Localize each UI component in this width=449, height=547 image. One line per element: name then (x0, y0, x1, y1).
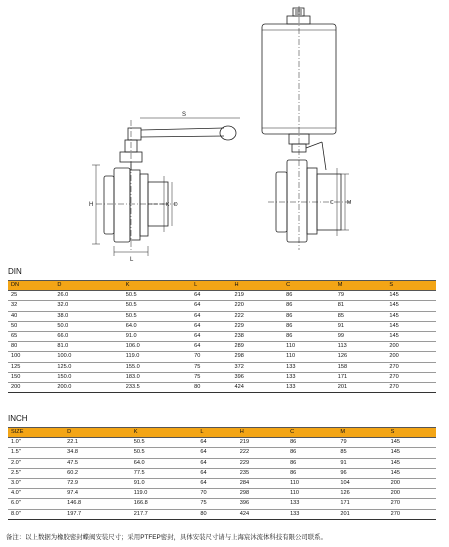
table-cell: 171 (333, 372, 385, 382)
table-cell: 72.9 (62, 478, 129, 488)
table-cell: 8.0" (8, 509, 62, 519)
table-cell: 64 (189, 331, 229, 341)
column-header-c: C (285, 428, 335, 438)
table-row (8, 489, 436, 499)
table-cell: 70 (189, 352, 229, 362)
table-cell: 97.4 (62, 489, 129, 499)
table-cell: 233.5 (121, 382, 189, 392)
dim-m-label: M (347, 200, 352, 206)
table-cell: 91.0 (121, 331, 189, 341)
inch-table-header (8, 428, 436, 438)
table-cell: 50.5 (121, 291, 189, 301)
table-cell: 86 (281, 321, 333, 331)
column-header-h: H (230, 281, 282, 291)
table-cell: 85 (333, 311, 385, 321)
table-cell: 201 (335, 509, 385, 519)
table-cell: 200 (8, 382, 52, 392)
table-cell: 166.8 (129, 499, 196, 509)
dim-l-label: L (130, 257, 134, 262)
table-cell: 81 (333, 301, 385, 311)
table-cell: 86 (285, 448, 335, 458)
column-header-s: S (386, 428, 436, 438)
table-cell: 171 (335, 499, 385, 509)
table-cell: 270 (386, 509, 436, 519)
table-cell: 85 (335, 448, 385, 458)
column-header-l: L (195, 428, 234, 438)
table-cell: 201 (333, 382, 385, 392)
column-header-s: S (384, 281, 436, 291)
table-cell: 64 (195, 438, 234, 448)
table-cell: 64 (195, 468, 234, 478)
table-cell: 40 (8, 311, 52, 321)
column-header-d: D (52, 281, 120, 291)
table-cell: 133 (285, 499, 335, 509)
table-cell: 79 (333, 291, 385, 301)
table-cell: 64.0 (121, 321, 189, 331)
table-cell: 126 (333, 352, 385, 362)
table-cell: 66.0 (52, 331, 120, 341)
table-row (8, 331, 436, 341)
table-cell: 50 (8, 321, 52, 331)
table-cell: 217.7 (129, 509, 196, 519)
footnote: 备注：以上数据为橡胶密封蝶阀安装尺寸；采用PTFEP密封，具体安装尺寸请与上海宸沐流体科技有限公司联系。 (6, 534, 327, 541)
table-cell: 145 (386, 438, 436, 448)
column-header-k: K (121, 281, 189, 291)
table-cell: 298 (230, 352, 282, 362)
table-cell: 235 (235, 468, 285, 478)
table-cell: 133 (285, 509, 335, 519)
valve-drawing (0, 0, 449, 262)
table-cell: 4.0" (8, 489, 62, 499)
actuated-valve-view (262, 6, 352, 250)
table-cell: 75 (195, 499, 234, 509)
table-cell: 229 (235, 458, 285, 468)
inch-table-body (8, 438, 436, 520)
din-table-body (8, 291, 436, 393)
table-row (8, 468, 436, 478)
table-cell: 396 (235, 499, 285, 509)
table-cell: 119.0 (121, 352, 189, 362)
table-cell: 26.0 (52, 291, 120, 301)
column-header-l: L (189, 281, 229, 291)
table-cell: 91 (335, 458, 385, 468)
table-cell: 60.2 (62, 468, 129, 478)
table-cell: 126 (335, 489, 385, 499)
table-row (8, 509, 436, 519)
table-cell: 64.0 (129, 458, 196, 468)
table-row (8, 448, 436, 458)
table-cell: 50.0 (52, 321, 120, 331)
table-cell: 284 (235, 478, 285, 488)
table-cell: 220 (230, 301, 282, 311)
table-cell: 79 (335, 438, 385, 448)
table-cell: 96 (335, 468, 385, 478)
table-cell: 106.0 (121, 342, 189, 352)
manual-valve-view (92, 118, 240, 256)
table-cell: 70 (195, 489, 234, 499)
table-row (8, 352, 436, 362)
table-cell: 145 (384, 311, 436, 321)
table-cell: 200 (384, 342, 436, 352)
table-cell: 104 (335, 478, 385, 488)
table-cell: 200 (386, 478, 436, 488)
table-cell: 424 (235, 509, 285, 519)
table-cell: 219 (235, 438, 285, 448)
table-cell: 91 (333, 321, 385, 331)
dim-k-label: K (166, 202, 170, 208)
table-cell: 47.5 (62, 458, 129, 468)
column-header-d: D (62, 428, 129, 438)
table-cell: 86 (281, 301, 333, 311)
table-cell: 3.0" (8, 478, 62, 488)
table-cell: 80 (8, 342, 52, 352)
table-cell: 133 (281, 372, 333, 382)
table-row (8, 438, 436, 448)
table-cell: 229 (230, 321, 282, 331)
dim-s-label: S (182, 112, 187, 118)
table-cell: 219 (230, 291, 282, 301)
table-cell: 238 (230, 331, 282, 341)
table-cell: 145 (386, 458, 436, 468)
table-row (8, 342, 436, 352)
table-cell: 145 (386, 448, 436, 458)
table-cell: 64 (195, 458, 234, 468)
table-cell: 289 (230, 342, 282, 352)
table-cell: 64 (189, 311, 229, 321)
table-cell: 77.5 (129, 468, 196, 478)
din-section-title: DIN (8, 267, 22, 276)
table-cell: 145 (386, 468, 436, 478)
table-row (8, 458, 436, 468)
table-cell: 270 (386, 499, 436, 509)
table-cell: 145 (384, 291, 436, 301)
din-table (8, 280, 436, 393)
table-cell: 113 (333, 342, 385, 352)
table-cell: 64 (195, 448, 234, 458)
table-row (8, 321, 436, 331)
table-cell: 133 (281, 382, 333, 392)
table-cell: 32.0 (52, 301, 120, 311)
table-cell: 146.8 (62, 499, 129, 509)
table-cell: 200 (384, 352, 436, 362)
table-row (8, 478, 436, 488)
table-cell: 50.5 (129, 448, 196, 458)
table-cell: 145 (384, 321, 436, 331)
table-cell: 86 (285, 438, 335, 448)
table-cell: 270 (384, 362, 436, 372)
table-cell: 32 (8, 301, 52, 311)
table-cell: 80 (195, 509, 234, 519)
dim-h-label: H (89, 202, 94, 208)
table-cell: 197.7 (62, 509, 129, 519)
table-cell: 125.0 (52, 362, 120, 372)
table-cell: 424 (230, 382, 282, 392)
table-cell: 100.0 (52, 352, 120, 362)
table-cell: 86 (285, 458, 335, 468)
table-cell: 183.0 (121, 372, 189, 382)
dim-d-label: D (174, 202, 178, 208)
table-cell: 222 (235, 448, 285, 458)
table-cell: 200.0 (52, 382, 120, 392)
table-cell: 110 (281, 342, 333, 352)
table-cell: 372 (230, 362, 282, 372)
table-cell: 145 (384, 301, 436, 311)
column-header-h: H (235, 428, 285, 438)
table-cell: 100 (8, 352, 52, 362)
table-cell: 1.0" (8, 438, 62, 448)
table-cell: 6.0" (8, 499, 62, 509)
column-header-size: SIZE (8, 428, 62, 438)
column-header-m: M (333, 281, 385, 291)
inch-table (8, 427, 436, 520)
table-cell: 64 (189, 291, 229, 301)
table-row (8, 362, 436, 372)
table-cell: 145 (384, 331, 436, 341)
column-header-m: M (335, 428, 385, 438)
table-cell: 50.5 (129, 438, 196, 448)
table-cell: 150.0 (52, 372, 120, 382)
column-header-c: C (281, 281, 333, 291)
table-row (8, 311, 436, 321)
table-cell: 75 (189, 372, 229, 382)
dim-c-label: C (330, 200, 334, 206)
din-table-header (8, 281, 436, 291)
table-cell: 110 (281, 352, 333, 362)
table-row (8, 382, 436, 392)
table-cell: 86 (281, 291, 333, 301)
table-cell: 1.5" (8, 448, 62, 458)
table-cell: 22.1 (62, 438, 129, 448)
table-cell: 99 (333, 331, 385, 341)
table-cell: 50.5 (121, 301, 189, 311)
table-cell: 270 (384, 372, 436, 382)
table-row (8, 499, 436, 509)
table-cell: 396 (230, 372, 282, 382)
table-cell: 86 (285, 468, 335, 478)
table-cell: 81.0 (52, 342, 120, 352)
table-cell: 222 (230, 311, 282, 321)
table-cell: 158 (333, 362, 385, 372)
table-cell: 65 (8, 331, 52, 341)
table-cell: 155.0 (121, 362, 189, 372)
table-row (8, 291, 436, 301)
table-cell: 133 (281, 362, 333, 372)
table-cell: 50.5 (121, 311, 189, 321)
table-cell: 298 (235, 489, 285, 499)
table-cell: 64 (189, 301, 229, 311)
table-cell: 34.8 (62, 448, 129, 458)
table-cell: 110 (285, 489, 335, 499)
table-cell: 270 (384, 382, 436, 392)
table-cell: 150 (8, 372, 52, 382)
table-cell: 64 (195, 478, 234, 488)
table-row (8, 372, 436, 382)
table-cell: 86 (281, 331, 333, 341)
table-cell: 91.0 (129, 478, 196, 488)
table-cell: 86 (281, 311, 333, 321)
table-cell: 64 (189, 321, 229, 331)
table-cell: 2.5" (8, 468, 62, 478)
table-cell: 119.0 (129, 489, 196, 499)
table-row (8, 301, 436, 311)
column-header-dn: DN (8, 281, 52, 291)
table-cell: 25 (8, 291, 52, 301)
table-cell: 110 (285, 478, 335, 488)
column-header-k: K (129, 428, 196, 438)
table-cell: 200 (386, 489, 436, 499)
inch-section-title: INCH (8, 414, 28, 423)
table-cell: 80 (189, 382, 229, 392)
table-cell: 38.0 (52, 311, 120, 321)
table-cell: 64 (189, 342, 229, 352)
table-cell: 125 (8, 362, 52, 372)
table-cell: 75 (189, 362, 229, 372)
table-cell: 2.0" (8, 458, 62, 468)
